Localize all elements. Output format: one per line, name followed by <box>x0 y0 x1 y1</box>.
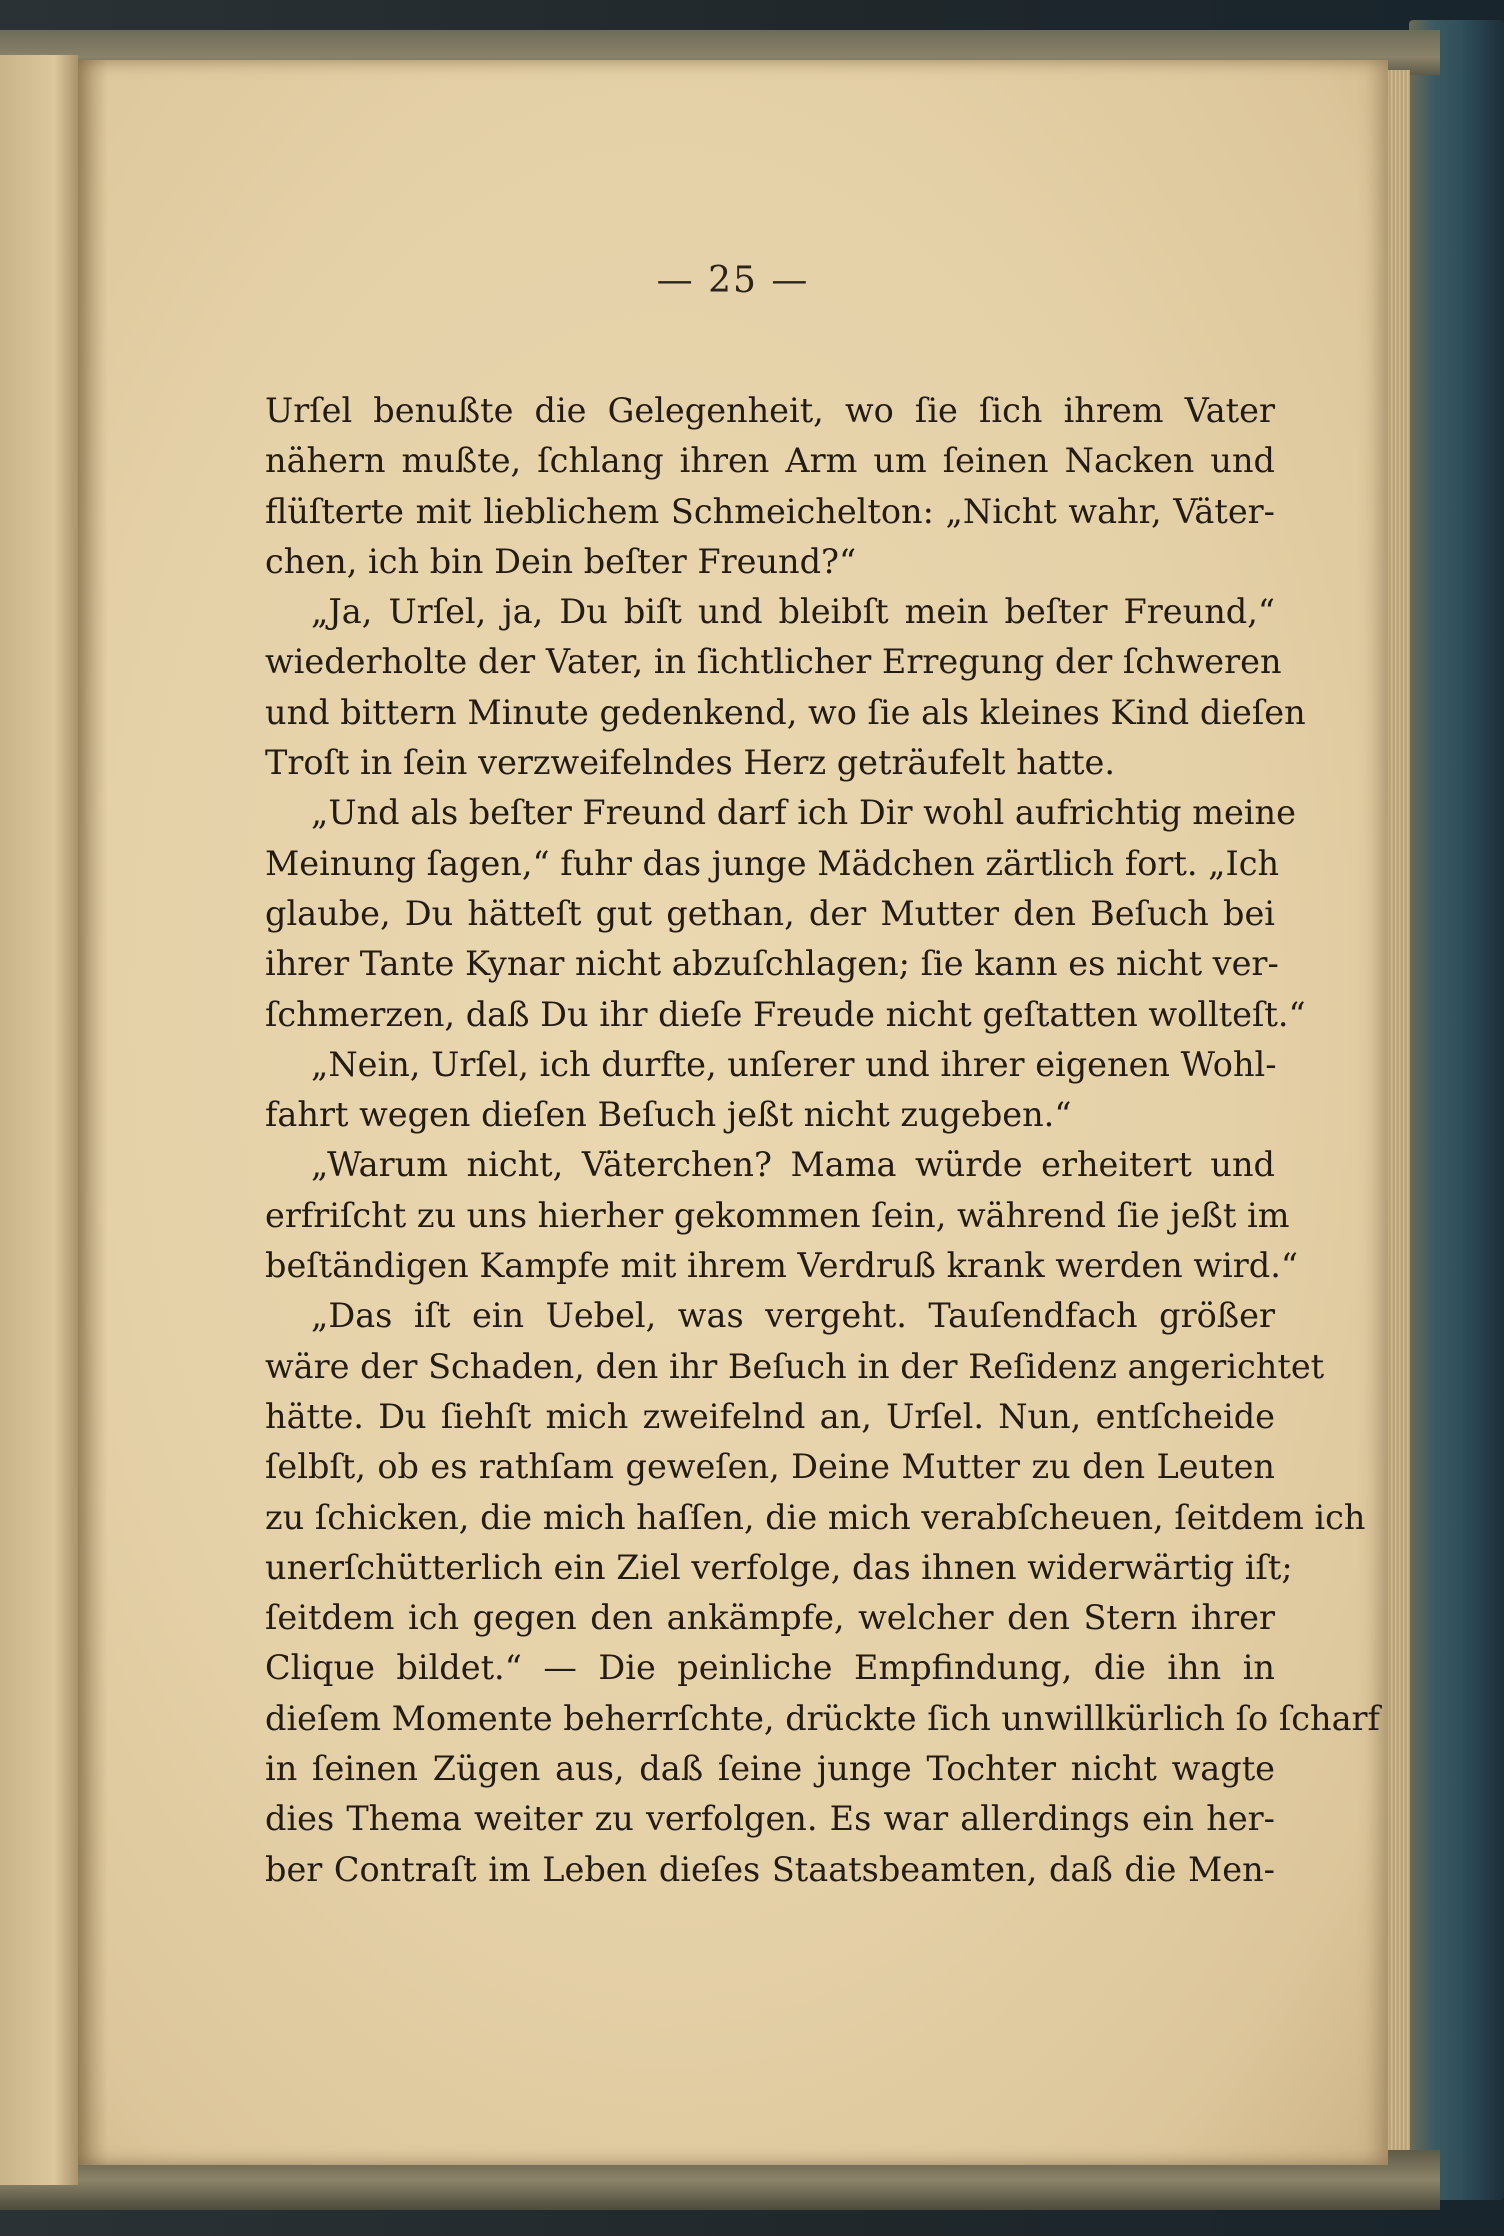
cover-edge <box>1409 20 1504 2200</box>
page-number: — 25 — <box>656 260 810 301</box>
text-line: erfriſcht zu uns hierher gekommen ſein, während ſie jeßt im <box>265 1195 1290 1235</box>
text-line: ſeitdem ich gegen den ankämpfe, welcher den Stern ihrer <box>265 1598 1275 1638</box>
book-page <box>78 60 1388 2165</box>
text-line: und bittern Minute gedenkend, wo ſie als kleines Kind dieſen <box>265 692 1306 732</box>
body-text <box>265 386 1380 1895</box>
text-line: zu ſchicken, die mich haſſen, die mich verabſcheuen, ſeitdem ich <box>265 1497 1366 1537</box>
text-line: ſchmerzen, daß Du ihr dieſe Freude nicht geſtatten wollteſt.“ <box>265 994 1306 1034</box>
page-edges <box>1388 70 1410 2150</box>
text-line: beſtändigen Kampfe mit ihrem Verdruß krank werden wird.“ <box>265 1246 1299 1286</box>
text-line: chen, ich bin Dein beſter Freund?“ <box>265 541 857 581</box>
text-line: ſelbſt, ob es rathſam geweſen, Deine Mutter zu den Leuten <box>265 1447 1275 1487</box>
text-line: unerſchütterlich ein Ziel verfolge, das ihnen widerwärtig iſt; <box>265 1547 1293 1587</box>
text-line: ihrer Tante Kynar nicht abzuſchlagen; ſie kann es nicht ver- <box>265 944 1279 984</box>
text-line: dies Thema weiter zu verfolgen. Es war allerdings ein her- <box>265 1799 1275 1839</box>
text-line: „Das iſt ein Uebel, was vergeht. Tauſendfach größer <box>311 1296 1275 1336</box>
text-line: fahrt wegen dieſen Beſuch jeßt nicht zugeben.“ <box>265 1095 1072 1135</box>
text-line: „Nein, Urſel, ich durfte, unſerer und ihrer eigenen Wohl- <box>311 1044 1277 1084</box>
text-line: ber Contraſt im Leben dieſes Staatsbeamten, daß die Men- <box>265 1849 1275 1889</box>
text-line: Troſt in ſein verzweifelndes Herz geträufelt hatte. <box>265 743 1116 783</box>
text-line: wäre der Schaden, den ihr Beſuch in der Reſidenz angerichtet <box>265 1346 1325 1386</box>
text-line: flüſterte mit lieblichem Schmeichelton: „Nicht wahr, Väter- <box>265 491 1275 531</box>
text-line: hätte. Du ſiehſt mich zweifelnd an, Urſel. Nun, entſcheide <box>265 1396 1275 1436</box>
text-line: „Ja, Urſel, ja, Du biſt und bleibſt mein beſter Freund,“ <box>311 592 1275 632</box>
text-line: dieſem Momente beherrſchte, drückte ſich unwillkürlich ſo ſcharf <box>265 1698 1380 1738</box>
text-line: Meinung ſagen,“ fuhr das junge Mädchen zärtlich fort. „Ich <box>265 843 1280 883</box>
text-line: „Und als beſter Freund darf ich Dir wohl aufrichtig meine <box>311 793 1296 833</box>
text-line: Clique bildet.“ — Die peinliche Empfindung, die ihn in <box>265 1648 1275 1688</box>
text-line: nähern mußte, ſchlang ihren Arm um ſeinen Nacken und <box>265 441 1275 481</box>
text-line: wiederholte der Vater, in ſichtlicher Erregung der ſchweren <box>265 642 1282 682</box>
text-line: Urſel benußte die Gelegenheit, wo ſie ſich ihrem Vater <box>265 391 1275 430</box>
page-gutter <box>78 60 108 2165</box>
text-line: glaube, Du hätteſt gut gethan, der Mutter den Beſuch bei <box>265 893 1275 933</box>
left-page-strip <box>0 55 78 2185</box>
text-line: in ſeinen Zügen aus, daß ſeine junge Tochter nicht wagte <box>265 1749 1275 1789</box>
text-line: „Warum nicht, Väterchen? Mama würde erheitert und <box>311 1145 1275 1185</box>
